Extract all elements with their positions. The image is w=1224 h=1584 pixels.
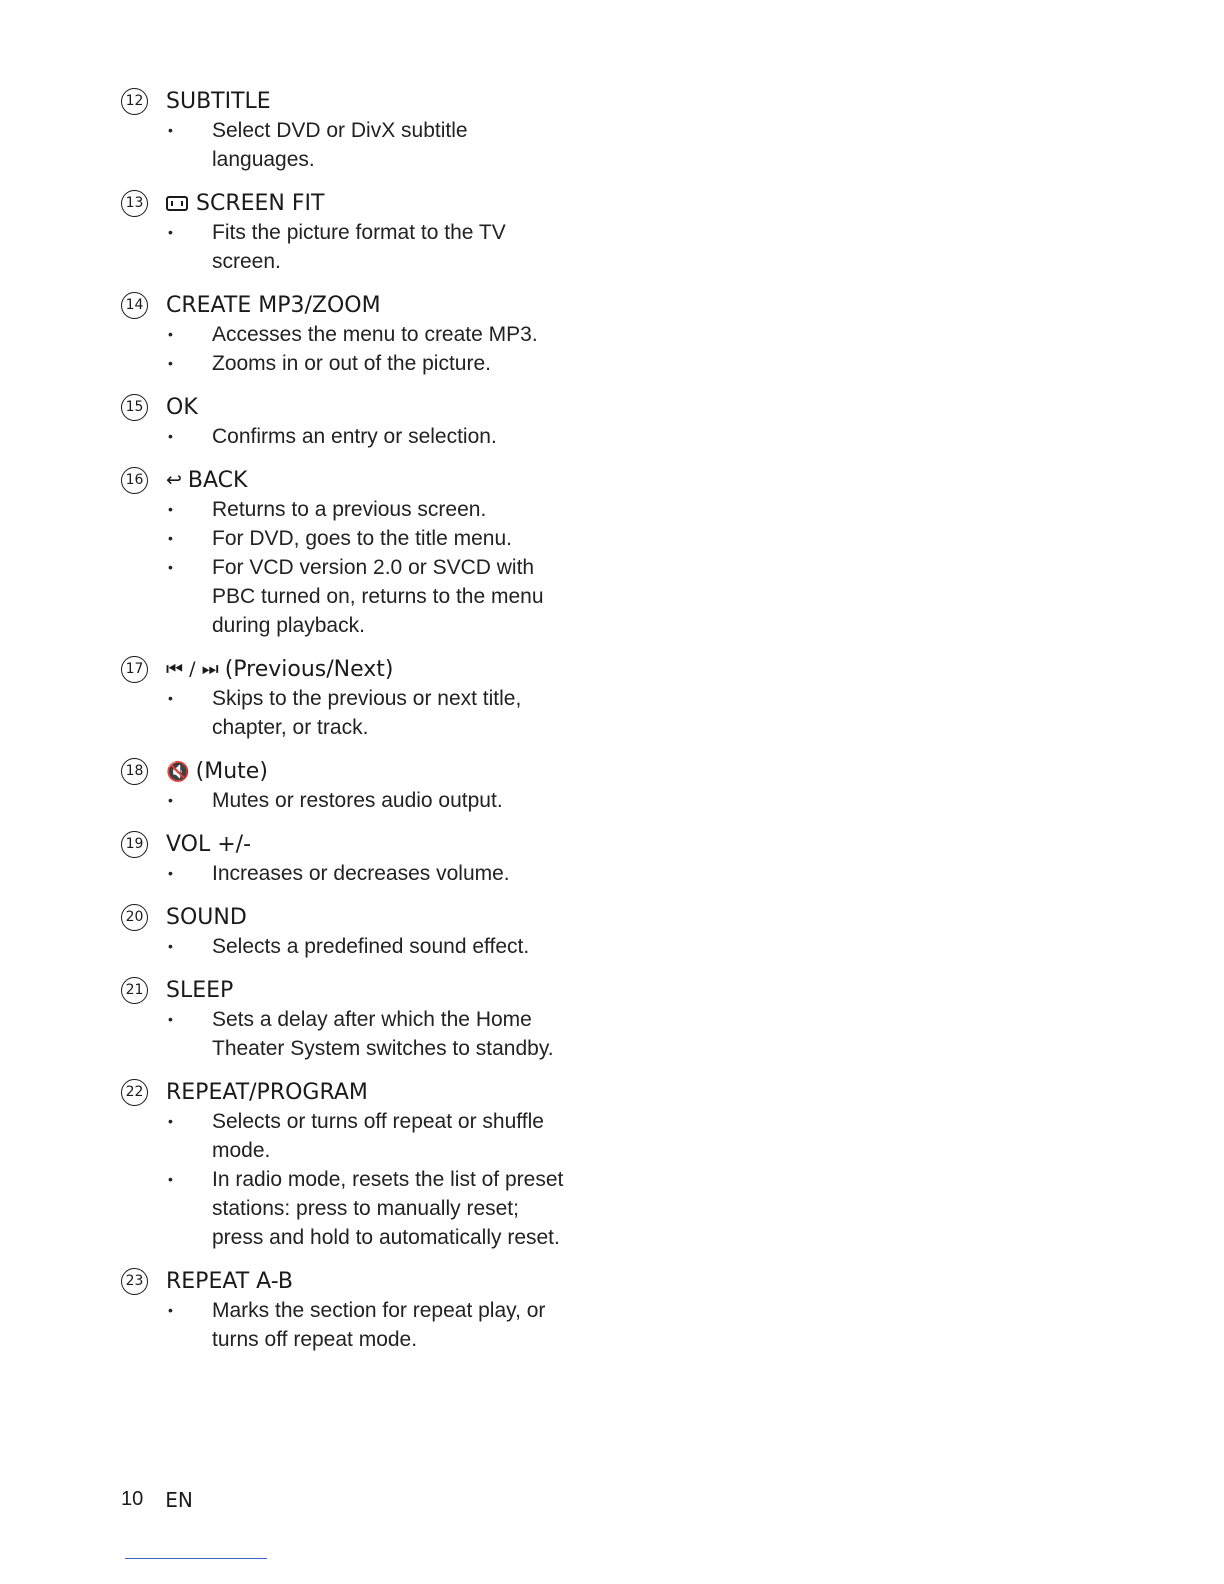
entry-repeat-a-b bbox=[121, 1266, 601, 1354]
item-number: 16 bbox=[121, 467, 148, 494]
bullet-item: • Skips to the previous or next title, chapter, or track. bbox=[121, 684, 552, 742]
entry-subtitle bbox=[121, 86, 601, 174]
bullet-item: • Marks the section for repeat play, or turns off repeat mode. bbox=[121, 1296, 567, 1354]
entry-back bbox=[121, 465, 601, 640]
entry-title: CREATE MP3/ZOOM bbox=[166, 292, 381, 318]
entry-title: SOUND bbox=[166, 904, 247, 930]
footer-divider bbox=[125, 1558, 267, 1559]
item-number: 23 bbox=[121, 1268, 148, 1295]
bullet-item: • Increases or decreases volume. bbox=[121, 859, 601, 888]
bullet-item: • In radio mode, resets the list of preset stations: press to manually reset; press and hold to automatically reset. bbox=[121, 1165, 572, 1252]
entry-header bbox=[121, 392, 601, 422]
bullet-item: • Selects or turns off repeat or shuffle mode. bbox=[121, 1107, 567, 1165]
bullet-list bbox=[121, 684, 601, 742]
entry-title: REPEAT A-B bbox=[166, 1268, 293, 1294]
entry-header bbox=[121, 188, 601, 218]
item-number: 20 bbox=[121, 904, 148, 931]
entry-header bbox=[121, 975, 601, 1005]
entry-title-wrap bbox=[166, 657, 394, 682]
entry-ok bbox=[121, 392, 601, 451]
item-number: 21 bbox=[121, 977, 148, 1004]
entry-header bbox=[121, 1077, 601, 1107]
entry-header bbox=[121, 829, 601, 859]
entry-title: SCREEN FIT bbox=[196, 190, 325, 216]
item-number: 15 bbox=[121, 394, 148, 421]
bullet-list bbox=[121, 1296, 601, 1354]
bullet-list bbox=[121, 320, 601, 378]
mute-icon: 🔇 bbox=[166, 760, 190, 783]
entry-title: SLEEP bbox=[166, 977, 234, 1003]
entry-mute bbox=[121, 756, 601, 815]
entry-header bbox=[121, 654, 601, 684]
item-number: 17 bbox=[121, 656, 148, 683]
key-descriptions bbox=[121, 86, 601, 1368]
entry-title-wrap bbox=[166, 468, 247, 493]
entry-title: SUBTITLE bbox=[166, 88, 271, 114]
item-number: 18 bbox=[121, 758, 148, 785]
bullet-item: • Select DVD or DivX subtitle languages. bbox=[121, 116, 487, 174]
item-number: 14 bbox=[121, 292, 148, 319]
bullet-list bbox=[121, 932, 601, 961]
entry-header bbox=[121, 465, 601, 495]
entry-header bbox=[121, 902, 601, 932]
bullet-list bbox=[121, 218, 601, 276]
entry-title: OK bbox=[166, 394, 198, 420]
screen-fit-icon bbox=[166, 196, 188, 211]
entry-title: VOL +/- bbox=[166, 831, 252, 857]
bullet-item: • Accesses the menu to create MP3. bbox=[121, 320, 601, 349]
bullet-list bbox=[121, 1005, 601, 1063]
page-number: 10 bbox=[121, 1488, 144, 1510]
entry-title: REPEAT/PROGRAM bbox=[166, 1079, 368, 1105]
entry-previous-next bbox=[121, 654, 601, 742]
bullet-item: • Fits the picture format to the TV screen. bbox=[121, 218, 532, 276]
item-number: 12 bbox=[121, 88, 148, 115]
entry-header bbox=[121, 1266, 601, 1296]
entry-header bbox=[121, 86, 601, 116]
entry-title: (Previous/Next) bbox=[224, 656, 394, 682]
entry-title-wrap bbox=[166, 759, 268, 784]
bullet-list bbox=[121, 1107, 601, 1252]
bullet-list bbox=[121, 786, 601, 815]
bullet-list bbox=[121, 116, 601, 174]
bullet-item: • For DVD, goes to the title menu. bbox=[121, 524, 601, 553]
entry-vol bbox=[121, 829, 601, 888]
entry-repeat-program bbox=[121, 1077, 601, 1252]
item-number: 19 bbox=[121, 831, 148, 858]
bullet-list bbox=[121, 495, 601, 640]
previous-next-icon: ⏮ / ⏭ bbox=[166, 658, 219, 680]
bullet-list bbox=[121, 859, 601, 888]
entry-sleep bbox=[121, 975, 601, 1063]
entry-create-mp3-zoom bbox=[121, 290, 601, 378]
item-number: 22 bbox=[121, 1079, 148, 1106]
entry-header bbox=[121, 290, 601, 320]
entry-screen-fit bbox=[121, 188, 601, 276]
page-footer bbox=[121, 1488, 193, 1512]
entry-title: BACK bbox=[187, 467, 248, 493]
item-number: 13 bbox=[121, 190, 148, 217]
bullet-item: • Mutes or restores audio output. bbox=[121, 786, 601, 815]
entry-title: (Mute) bbox=[195, 758, 268, 784]
bullet-item: • Selects a predefined sound effect. bbox=[121, 932, 601, 961]
bullet-item: • Zooms in or out of the picture. bbox=[121, 349, 601, 378]
entry-sound bbox=[121, 902, 601, 961]
bullet-item: • For VCD version 2.0 or SVCD with PBC turned on, returns to the menu during playback. bbox=[121, 553, 564, 640]
bullet-item: • Sets a delay after which the Home Theater System switches to standby. bbox=[121, 1005, 564, 1063]
language-code: EN bbox=[165, 1488, 193, 1512]
back-arrow-icon: ↩ bbox=[166, 469, 182, 491]
bullet-item: • Returns to a previous screen. bbox=[121, 495, 601, 524]
entry-title-wrap bbox=[166, 191, 324, 216]
entry-header bbox=[121, 756, 601, 786]
bullet-item: • Confirms an entry or selection. bbox=[121, 422, 601, 451]
bullet-list bbox=[121, 422, 601, 451]
